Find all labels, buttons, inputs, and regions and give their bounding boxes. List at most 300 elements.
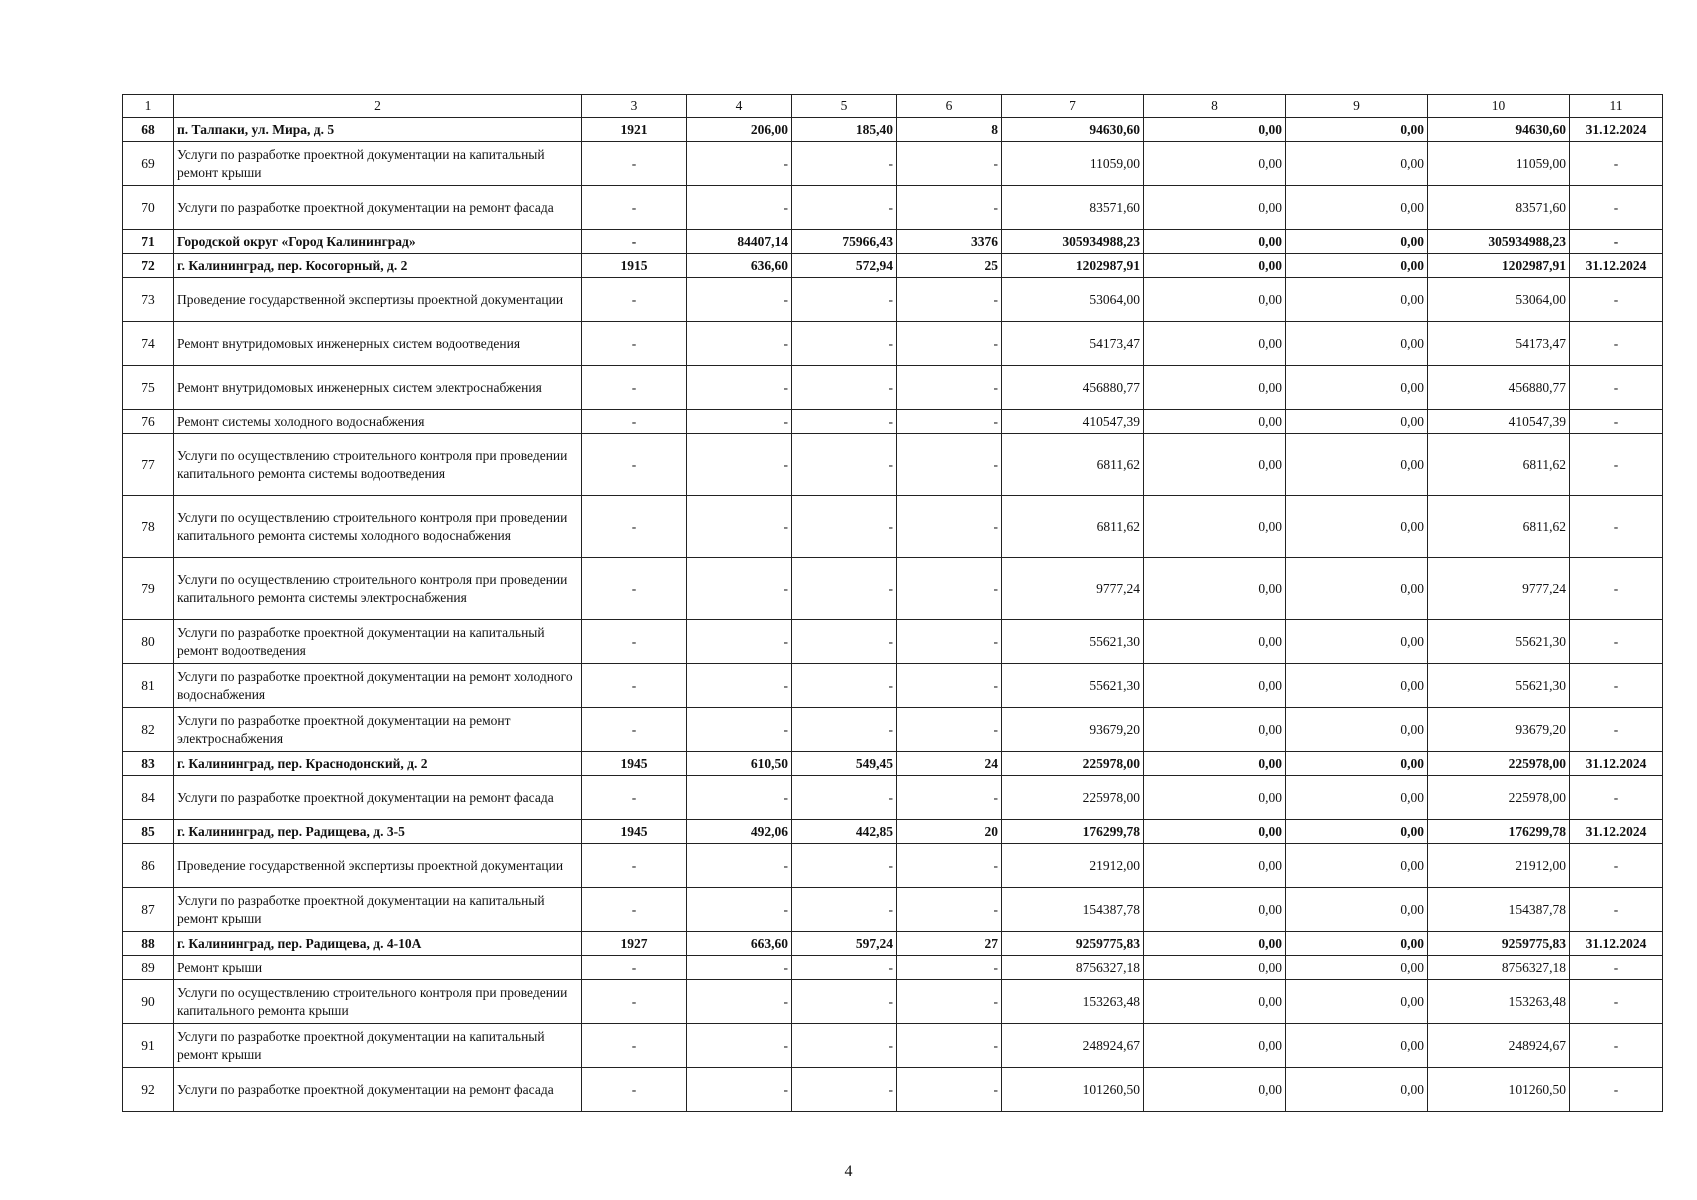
year-cell: - — [582, 410, 687, 434]
value-cell-8: 0,00 — [1144, 932, 1286, 956]
year-cell: - — [582, 888, 687, 932]
row-description: г. Калининград, пер. Краснодонский, д. 2 — [174, 752, 582, 776]
row-number: 72 — [123, 254, 174, 278]
value-cell-10: 225978,00 — [1428, 752, 1570, 776]
value-cell-6: - — [897, 322, 1002, 366]
year-cell: - — [582, 956, 687, 980]
value-cell-6: 8 — [897, 118, 1002, 142]
year-cell: 1915 — [582, 254, 687, 278]
date-cell: 31.12.2024 — [1570, 118, 1663, 142]
row-description: Услуги по разработке проектной документации на капитальный ремонт крыши — [174, 142, 582, 186]
year-cell: - — [582, 844, 687, 888]
value-cell-5: 572,94 — [792, 254, 897, 278]
value-cell-5: - — [792, 844, 897, 888]
value-cell-6: - — [897, 956, 1002, 980]
value-cell-5: - — [792, 366, 897, 410]
header-cell: 10 — [1428, 95, 1570, 118]
value-cell-7: 6811,62 — [1002, 434, 1144, 496]
value-cell-6: - — [897, 776, 1002, 820]
value-cell-8: 0,00 — [1144, 186, 1286, 230]
row-number: 69 — [123, 142, 174, 186]
date-cell: - — [1570, 844, 1663, 888]
row-number: 91 — [123, 1024, 174, 1068]
value-cell-4: - — [687, 366, 792, 410]
value-cell-9: 0,00 — [1286, 1024, 1428, 1068]
row-number: 70 — [123, 186, 174, 230]
row-number: 87 — [123, 888, 174, 932]
value-cell-7: 8756327,18 — [1002, 956, 1144, 980]
value-cell-4: 492,06 — [687, 820, 792, 844]
value-cell-10: 248924,67 — [1428, 1024, 1570, 1068]
row-description: Ремонт внутридомовых инженерных систем электроснабжения — [174, 366, 582, 410]
value-cell-8: 0,00 — [1144, 776, 1286, 820]
value-cell-10: 11059,00 — [1428, 142, 1570, 186]
row-description: г. Калининград, пер. Радищева, д. 4-10А — [174, 932, 582, 956]
row-number: 77 — [123, 434, 174, 496]
value-cell-5: - — [792, 558, 897, 620]
table-body — [123, 118, 1663, 1112]
header-row — [123, 95, 1663, 118]
row-number: 88 — [123, 932, 174, 956]
value-cell-4: - — [687, 620, 792, 664]
row-description: г. Калининград, пер. Радищева, д. 3-5 — [174, 820, 582, 844]
value-cell-8: 0,00 — [1144, 558, 1286, 620]
value-cell-9: 0,00 — [1286, 776, 1428, 820]
value-cell-10: 410547,39 — [1428, 410, 1570, 434]
value-cell-10: 6811,62 — [1428, 496, 1570, 558]
value-cell-5: - — [792, 434, 897, 496]
value-cell-8: 0,00 — [1144, 230, 1286, 254]
value-cell-10: 176299,78 — [1428, 820, 1570, 844]
value-cell-8: 0,00 — [1144, 410, 1286, 434]
value-cell-7: 456880,77 — [1002, 366, 1144, 410]
value-cell-7: 1202987,91 — [1002, 254, 1144, 278]
value-cell-9: 0,00 — [1286, 410, 1428, 434]
value-cell-10: 153263,48 — [1428, 980, 1570, 1024]
row-number: 71 — [123, 230, 174, 254]
table-row — [123, 366, 1663, 410]
value-cell-10: 55621,30 — [1428, 620, 1570, 664]
value-cell-7: 94630,60 — [1002, 118, 1144, 142]
value-cell-7: 9259775,83 — [1002, 932, 1144, 956]
table-row — [123, 142, 1663, 186]
value-cell-7: 101260,50 — [1002, 1068, 1144, 1112]
value-cell-10: 83571,60 — [1428, 186, 1570, 230]
value-cell-7: 53064,00 — [1002, 278, 1144, 322]
row-number: 75 — [123, 366, 174, 410]
table-row — [123, 956, 1663, 980]
year-cell: 1927 — [582, 932, 687, 956]
header-cell: 8 — [1144, 95, 1286, 118]
row-number: 68 — [123, 118, 174, 142]
row-number: 73 — [123, 278, 174, 322]
value-cell-4: 636,60 — [687, 254, 792, 278]
value-cell-6: - — [897, 980, 1002, 1024]
value-cell-8: 0,00 — [1144, 888, 1286, 932]
value-cell-5: - — [792, 776, 897, 820]
value-cell-4: - — [687, 1024, 792, 1068]
value-cell-4: - — [687, 558, 792, 620]
value-cell-4: - — [687, 708, 792, 752]
value-cell-5: 75966,43 — [792, 230, 897, 254]
row-description: Услуги по осуществлению строительного контроля при проведении капитального ремонта системы электроснабжения — [174, 558, 582, 620]
value-cell-9: 0,00 — [1286, 118, 1428, 142]
row-description: Услуги по разработке проектной документации на ремонт электроснабжения — [174, 708, 582, 752]
row-number: 81 — [123, 664, 174, 708]
value-cell-6: 3376 — [897, 230, 1002, 254]
value-cell-9: 0,00 — [1286, 664, 1428, 708]
value-cell-6: - — [897, 366, 1002, 410]
row-number: 82 — [123, 708, 174, 752]
value-cell-5: - — [792, 708, 897, 752]
date-cell: - — [1570, 410, 1663, 434]
value-cell-7: 21912,00 — [1002, 844, 1144, 888]
value-cell-10: 53064,00 — [1428, 278, 1570, 322]
header-cell: 9 — [1286, 95, 1428, 118]
row-description: Городской округ «Город Калининград» — [174, 230, 582, 254]
value-cell-8: 0,00 — [1144, 664, 1286, 708]
date-cell: - — [1570, 708, 1663, 752]
value-cell-4: - — [687, 186, 792, 230]
header-cell: 1 — [123, 95, 174, 118]
value-cell-7: 55621,30 — [1002, 664, 1144, 708]
year-cell: 1921 — [582, 118, 687, 142]
row-description: Проведение государственной экспертизы проектной документации — [174, 278, 582, 322]
value-cell-10: 101260,50 — [1428, 1068, 1570, 1112]
row-description: Услуги по разработке проектной документации на капитальный ремонт крыши — [174, 888, 582, 932]
value-cell-7: 225978,00 — [1002, 752, 1144, 776]
value-cell-5: 549,45 — [792, 752, 897, 776]
value-cell-9: 0,00 — [1286, 620, 1428, 664]
value-cell-6: 24 — [897, 752, 1002, 776]
value-cell-6: - — [897, 620, 1002, 664]
value-cell-9: 0,00 — [1286, 708, 1428, 752]
date-cell: - — [1570, 1024, 1663, 1068]
row-description: Проведение государственной экспертизы проектной документации — [174, 844, 582, 888]
year-cell: - — [582, 186, 687, 230]
value-cell-9: 0,00 — [1286, 496, 1428, 558]
value-cell-8: 0,00 — [1144, 752, 1286, 776]
value-cell-9: 0,00 — [1286, 230, 1428, 254]
table-row — [123, 664, 1663, 708]
value-cell-8: 0,00 — [1144, 956, 1286, 980]
year-cell: - — [582, 322, 687, 366]
value-cell-6: - — [897, 434, 1002, 496]
date-cell: - — [1570, 496, 1663, 558]
row-number: 80 — [123, 620, 174, 664]
table-row — [123, 820, 1663, 844]
date-cell: - — [1570, 1068, 1663, 1112]
value-cell-7: 248924,67 — [1002, 1024, 1144, 1068]
row-description: Услуги по осуществлению строительного контроля при проведении капитального ремонта крыши — [174, 980, 582, 1024]
table-row — [123, 118, 1663, 142]
value-cell-8: 0,00 — [1144, 496, 1286, 558]
row-number: 84 — [123, 776, 174, 820]
header-cell: 7 — [1002, 95, 1144, 118]
row-description: Услуги по разработке проектной документации на ремонт фасада — [174, 1068, 582, 1112]
value-cell-6: - — [897, 1068, 1002, 1112]
data-table — [122, 94, 1663, 1112]
table-row — [123, 1024, 1663, 1068]
value-cell-5: - — [792, 410, 897, 434]
value-cell-9: 0,00 — [1286, 254, 1428, 278]
table-row — [123, 254, 1663, 278]
table-row — [123, 230, 1663, 254]
value-cell-4: - — [687, 956, 792, 980]
header-cell: 3 — [582, 95, 687, 118]
value-cell-8: 0,00 — [1144, 620, 1286, 664]
value-cell-5: - — [792, 664, 897, 708]
value-cell-9: 0,00 — [1286, 278, 1428, 322]
value-cell-9: 0,00 — [1286, 820, 1428, 844]
table-row — [123, 186, 1663, 230]
table-row — [123, 322, 1663, 366]
row-description: п. Талпаки, ул. Мира, д. 5 — [174, 118, 582, 142]
row-number: 89 — [123, 956, 174, 980]
year-cell: - — [582, 558, 687, 620]
value-cell-5: - — [792, 1024, 897, 1068]
value-cell-9: 0,00 — [1286, 888, 1428, 932]
header-cell: 4 — [687, 95, 792, 118]
value-cell-10: 9259775,83 — [1428, 932, 1570, 956]
value-cell-9: 0,00 — [1286, 186, 1428, 230]
value-cell-10: 94630,60 — [1428, 118, 1570, 142]
value-cell-4: 206,00 — [687, 118, 792, 142]
value-cell-8: 0,00 — [1144, 142, 1286, 186]
row-number: 78 — [123, 496, 174, 558]
value-cell-5: - — [792, 980, 897, 1024]
value-cell-8: 0,00 — [1144, 708, 1286, 752]
value-cell-10: 1202987,91 — [1428, 254, 1570, 278]
value-cell-9: 0,00 — [1286, 366, 1428, 410]
value-cell-10: 225978,00 — [1428, 776, 1570, 820]
date-cell: 31.12.2024 — [1570, 820, 1663, 844]
year-cell: 1945 — [582, 752, 687, 776]
year-cell: - — [582, 230, 687, 254]
value-cell-4: - — [687, 434, 792, 496]
date-cell: - — [1570, 434, 1663, 496]
table-row — [123, 558, 1663, 620]
value-cell-8: 0,00 — [1144, 322, 1286, 366]
value-cell-5: - — [792, 496, 897, 558]
date-cell: - — [1570, 186, 1663, 230]
row-number: 83 — [123, 752, 174, 776]
table-row — [123, 1068, 1663, 1112]
date-cell: 31.12.2024 — [1570, 932, 1663, 956]
value-cell-10: 55621,30 — [1428, 664, 1570, 708]
value-cell-4: - — [687, 322, 792, 366]
value-cell-7: 54173,47 — [1002, 322, 1144, 366]
value-cell-5: - — [792, 888, 897, 932]
year-cell: - — [582, 142, 687, 186]
table-row — [123, 708, 1663, 752]
date-cell: - — [1570, 956, 1663, 980]
row-description: Услуги по разработке проектной документации на ремонт фасада — [174, 776, 582, 820]
value-cell-6: - — [897, 142, 1002, 186]
value-cell-6: - — [897, 1024, 1002, 1068]
year-cell: - — [582, 664, 687, 708]
value-cell-8: 0,00 — [1144, 844, 1286, 888]
value-cell-4: - — [687, 980, 792, 1024]
value-cell-6: 25 — [897, 254, 1002, 278]
date-cell: - — [1570, 366, 1663, 410]
row-description: Услуги по осуществлению строительного контроля при проведении капитального ремонта системы водоотведения — [174, 434, 582, 496]
value-cell-8: 0,00 — [1144, 1068, 1286, 1112]
value-cell-5: - — [792, 142, 897, 186]
date-cell: 31.12.2024 — [1570, 254, 1663, 278]
year-cell: - — [582, 434, 687, 496]
value-cell-6: - — [897, 410, 1002, 434]
value-cell-8: 0,00 — [1144, 820, 1286, 844]
value-cell-5: 442,85 — [792, 820, 897, 844]
year-cell: - — [582, 620, 687, 664]
year-cell: - — [582, 708, 687, 752]
value-cell-7: 55621,30 — [1002, 620, 1144, 664]
value-cell-8: 0,00 — [1144, 980, 1286, 1024]
date-cell: - — [1570, 142, 1663, 186]
value-cell-8: 0,00 — [1144, 366, 1286, 410]
table-row — [123, 410, 1663, 434]
row-description: Ремонт системы холодного водоснабжения — [174, 410, 582, 434]
value-cell-10: 8756327,18 — [1428, 956, 1570, 980]
value-cell-7: 154387,78 — [1002, 888, 1144, 932]
table-row — [123, 776, 1663, 820]
value-cell-10: 456880,77 — [1428, 366, 1570, 410]
value-cell-4: - — [687, 776, 792, 820]
table-row — [123, 752, 1663, 776]
row-description: Ремонт внутридомовых инженерных систем водоотведения — [174, 322, 582, 366]
table-row — [123, 496, 1663, 558]
row-number: 86 — [123, 844, 174, 888]
header-cell: 5 — [792, 95, 897, 118]
value-cell-5: - — [792, 956, 897, 980]
row-description: Услуги по разработке проектной документации на ремонт холодного водоснабжения — [174, 664, 582, 708]
year-cell: - — [582, 980, 687, 1024]
value-cell-4: - — [687, 888, 792, 932]
date-cell: - — [1570, 558, 1663, 620]
date-cell: - — [1570, 322, 1663, 366]
value-cell-7: 225978,00 — [1002, 776, 1144, 820]
value-cell-4: 610,50 — [687, 752, 792, 776]
value-cell-4: - — [687, 1068, 792, 1112]
year-cell: - — [582, 776, 687, 820]
value-cell-7: 176299,78 — [1002, 820, 1144, 844]
page-number: 4 — [844, 1163, 853, 1180]
row-number: 92 — [123, 1068, 174, 1112]
value-cell-5: - — [792, 322, 897, 366]
value-cell-4: - — [687, 410, 792, 434]
value-cell-4: - — [687, 496, 792, 558]
value-cell-5: - — [792, 186, 897, 230]
value-cell-5: 185,40 — [792, 118, 897, 142]
header-cell: 6 — [897, 95, 1002, 118]
row-number: 90 — [123, 980, 174, 1024]
value-cell-6: 27 — [897, 932, 1002, 956]
row-description: Услуги по разработке проектной документации на капитальный ремонт водоотведения — [174, 620, 582, 664]
value-cell-7: 83571,60 — [1002, 186, 1144, 230]
value-cell-7: 9777,24 — [1002, 558, 1144, 620]
value-cell-6: - — [897, 888, 1002, 932]
table-row — [123, 434, 1663, 496]
value-cell-9: 0,00 — [1286, 434, 1428, 496]
year-cell: 1945 — [582, 820, 687, 844]
date-cell: - — [1570, 776, 1663, 820]
value-cell-7: 93679,20 — [1002, 708, 1144, 752]
value-cell-9: 0,00 — [1286, 142, 1428, 186]
value-cell-6: 20 — [897, 820, 1002, 844]
value-cell-9: 0,00 — [1286, 558, 1428, 620]
value-cell-7: 305934988,23 — [1002, 230, 1144, 254]
table-row — [123, 888, 1663, 932]
row-description: Услуги по разработке проектной документации на ремонт фасада — [174, 186, 582, 230]
year-cell: - — [582, 1068, 687, 1112]
value-cell-6: - — [897, 844, 1002, 888]
value-cell-9: 0,00 — [1286, 956, 1428, 980]
value-cell-4: - — [687, 278, 792, 322]
table-row — [123, 844, 1663, 888]
date-cell: - — [1570, 664, 1663, 708]
value-cell-6: - — [897, 664, 1002, 708]
value-cell-9: 0,00 — [1286, 844, 1428, 888]
table-row — [123, 980, 1663, 1024]
value-cell-8: 0,00 — [1144, 254, 1286, 278]
value-cell-4: - — [687, 844, 792, 888]
value-cell-9: 0,00 — [1286, 322, 1428, 366]
date-cell: - — [1570, 230, 1663, 254]
value-cell-4: 663,60 — [687, 932, 792, 956]
table-row — [123, 932, 1663, 956]
row-description: Услуги по разработке проектной документации на капитальный ремонт крыши — [174, 1024, 582, 1068]
date-cell: - — [1570, 980, 1663, 1024]
date-cell: 31.12.2024 — [1570, 752, 1663, 776]
value-cell-10: 9777,24 — [1428, 558, 1570, 620]
value-cell-7: 410547,39 — [1002, 410, 1144, 434]
value-cell-9: 0,00 — [1286, 980, 1428, 1024]
row-description: г. Калининград, пер. Косогорный, д. 2 — [174, 254, 582, 278]
year-cell: - — [582, 278, 687, 322]
date-cell: - — [1570, 888, 1663, 932]
value-cell-9: 0,00 — [1286, 1068, 1428, 1112]
value-cell-6: - — [897, 186, 1002, 230]
value-cell-6: - — [897, 558, 1002, 620]
value-cell-8: 0,00 — [1144, 118, 1286, 142]
date-cell: - — [1570, 278, 1663, 322]
value-cell-7: 6811,62 — [1002, 496, 1144, 558]
value-cell-7: 11059,00 — [1002, 142, 1144, 186]
value-cell-6: - — [897, 278, 1002, 322]
value-cell-10: 93679,20 — [1428, 708, 1570, 752]
year-cell: - — [582, 366, 687, 410]
year-cell: - — [582, 496, 687, 558]
value-cell-8: 0,00 — [1144, 434, 1286, 496]
row-number: 74 — [123, 322, 174, 366]
row-number: 79 — [123, 558, 174, 620]
value-cell-6: - — [897, 496, 1002, 558]
value-cell-9: 0,00 — [1286, 932, 1428, 956]
header-cell: 11 — [1570, 95, 1663, 118]
value-cell-8: 0,00 — [1144, 278, 1286, 322]
row-description: Ремонт крыши — [174, 956, 582, 980]
value-cell-10: 21912,00 — [1428, 844, 1570, 888]
table-row — [123, 278, 1663, 322]
value-cell-10: 6811,62 — [1428, 434, 1570, 496]
value-cell-5: - — [792, 278, 897, 322]
value-cell-6: - — [897, 708, 1002, 752]
header-cell: 2 — [174, 95, 582, 118]
value-cell-8: 0,00 — [1144, 1024, 1286, 1068]
value-cell-10: 305934988,23 — [1428, 230, 1570, 254]
value-cell-5: - — [792, 1068, 897, 1112]
